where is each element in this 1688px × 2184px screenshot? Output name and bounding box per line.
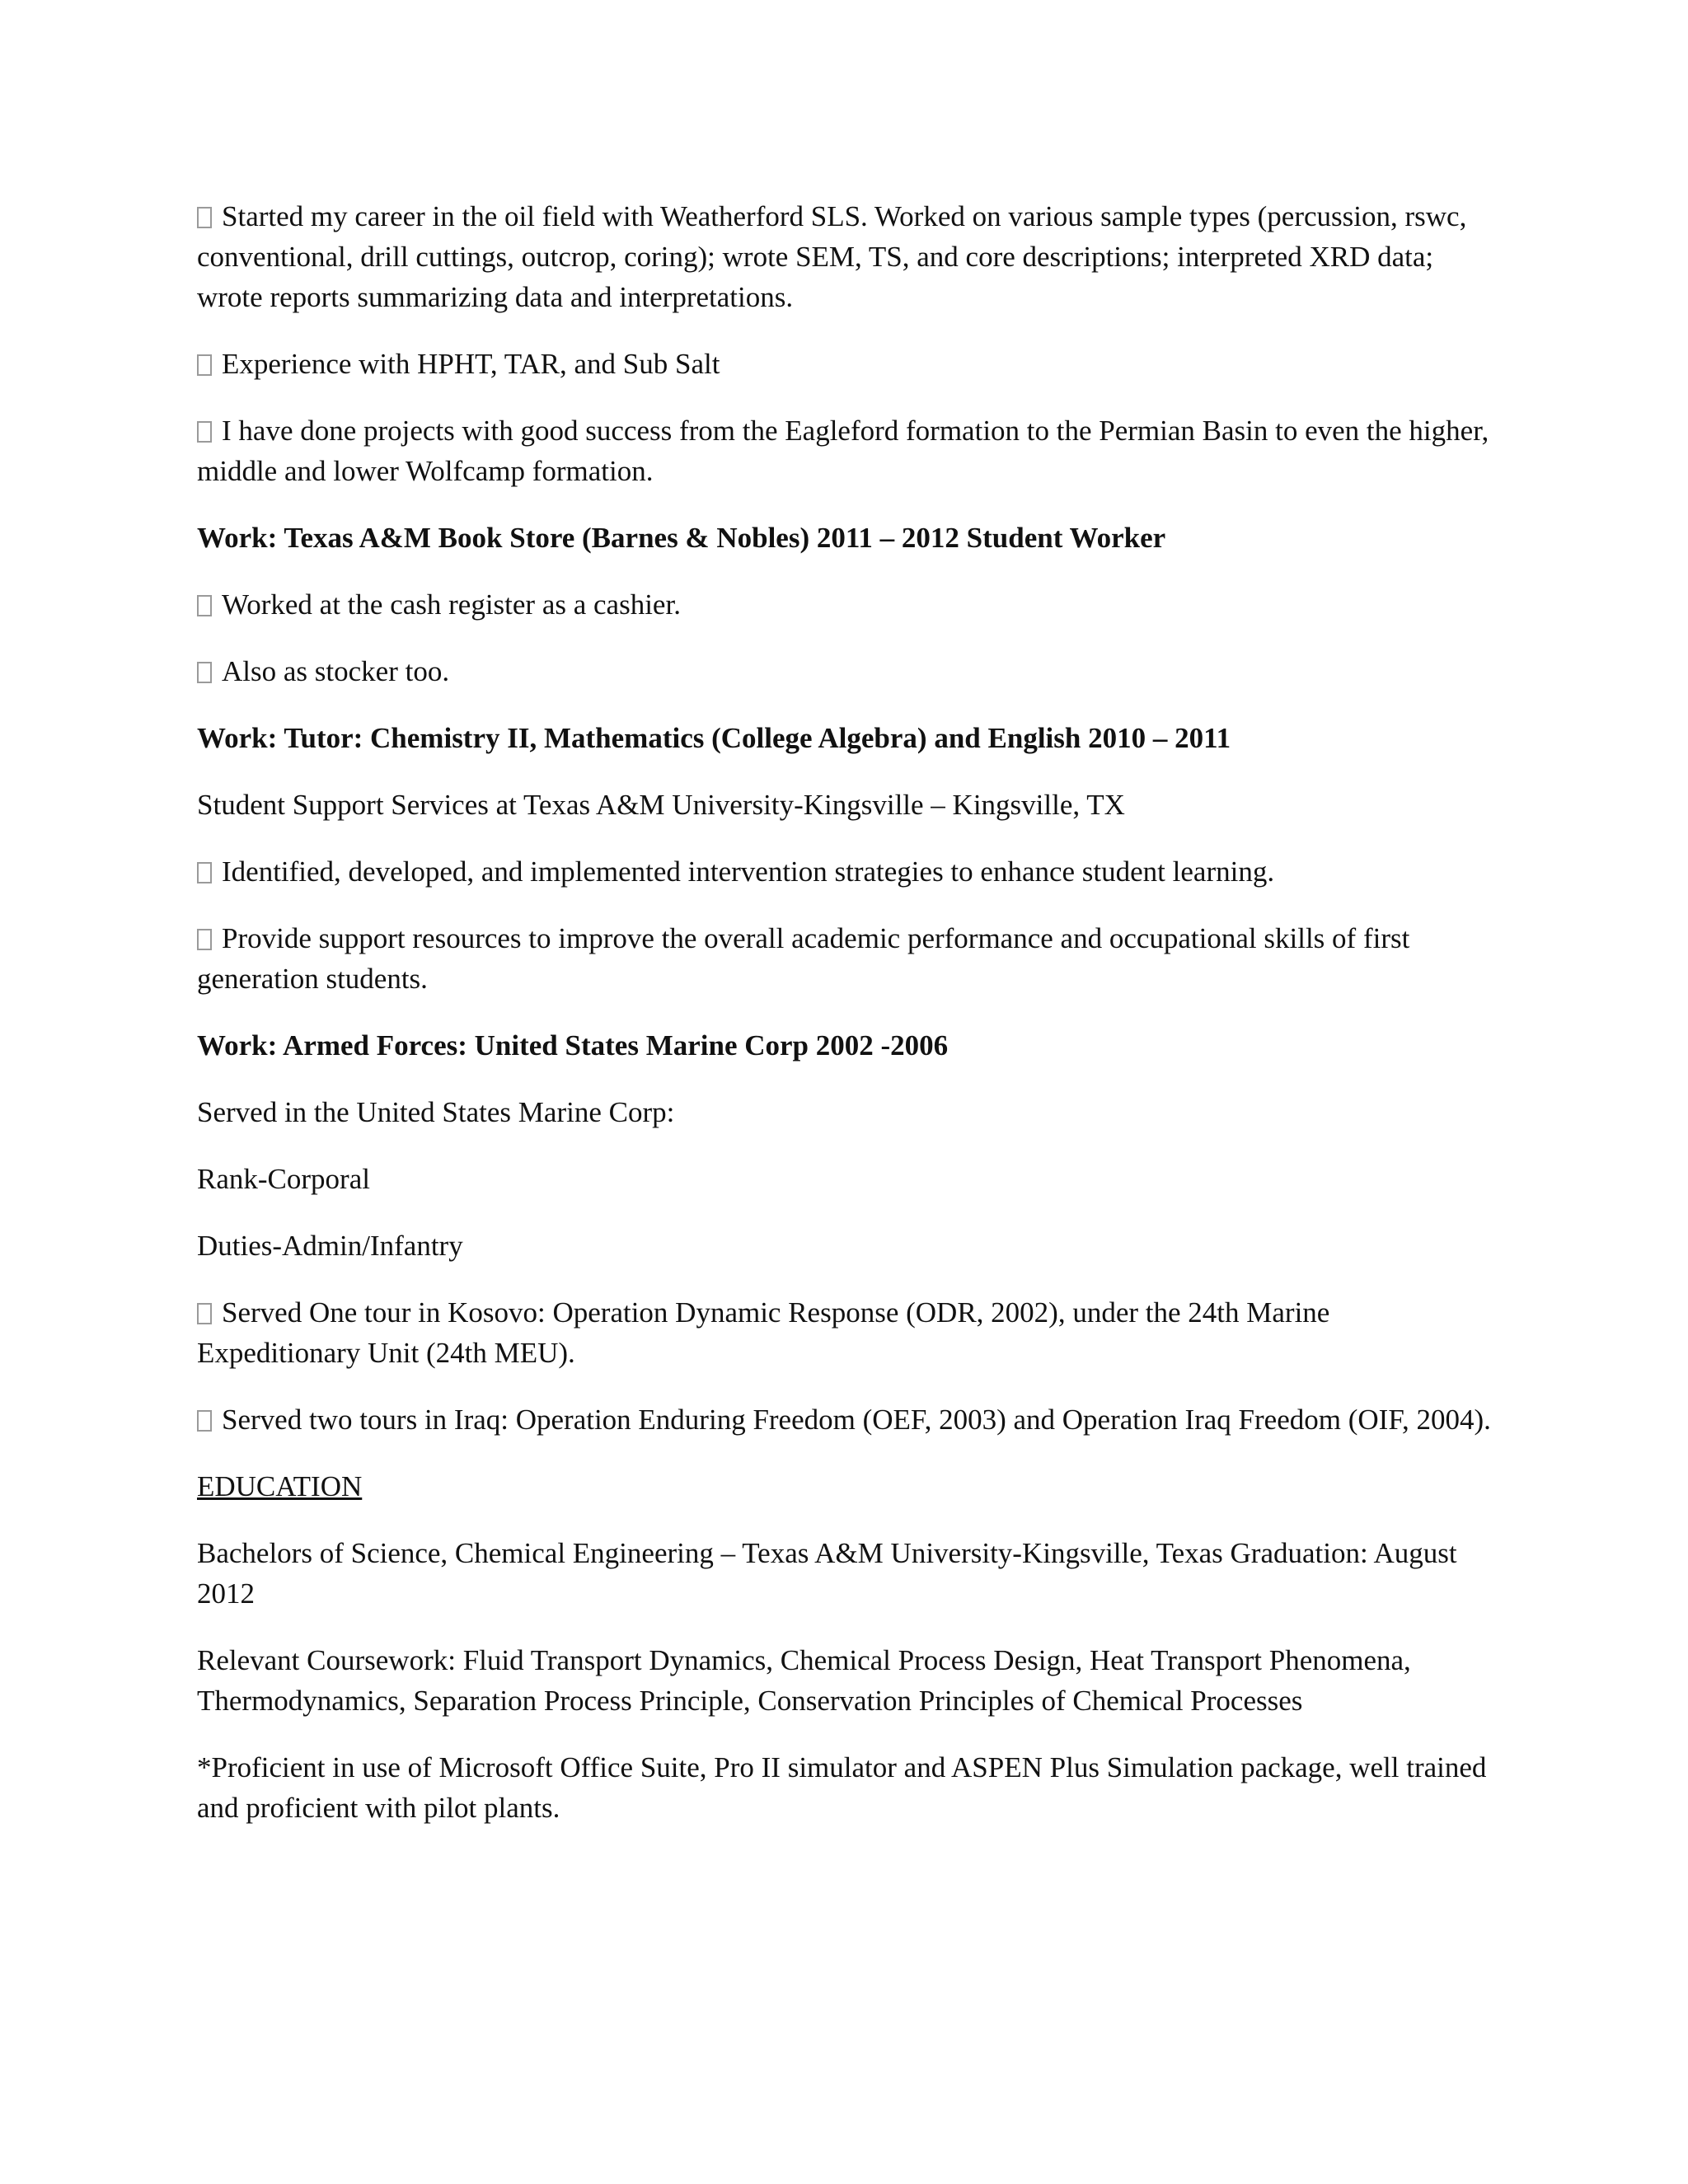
bullet-text: I have done projects with good success from the Eagleford formation to the Permian Basin to even the higher, middle and lower Wolfcamp formation. [197,415,1489,487]
bullet-box-icon [197,929,212,950]
tutor-organization: Student Support Services at Texas A&M University-Kingsville – Kingsville, TX [197,789,1125,821]
bullet-text: Provide support resources to improve the overall academic performance and occupational skills of first generation students. [197,922,1410,995]
bullet-text: Identified, developed, and implemented intervention strategies to enhance student learning. [222,855,1275,888]
bullet-box-icon [197,862,212,883]
bullet-item-support [197,918,1499,999]
education-degree: Bachelors of Science, Chemical Engineering – Texas A&M University-Kingsville, Texas Graduation: August 2012 [197,1537,1457,1610]
bullet-item-cashier [197,584,1499,625]
bullet-item-iraq [197,1399,1499,1440]
bullet-item-intervention [197,851,1499,892]
bookstore-heading: Work: Texas A&M Book Store (Barnes & Nobles) 2011 – 2012 Student Worker [197,522,1166,554]
marines-duties: Duties-Admin/Infantry [197,1230,463,1262]
education-skills: *Proficient in use of Microsoft Office Suite, Pro II simulator and ASPEN Plus Simulation package, well trained and proficient with pilot plants. [197,1751,1487,1824]
marines-rank: Rank-Corporal [197,1163,370,1195]
bullet-box-icon [197,421,212,443]
bullet-text: Worked at the cash register as a cashier. [222,588,681,621]
bullet-item-projects [197,410,1499,491]
bullet-box-icon [197,1410,212,1432]
tutor-heading: Work: Tutor: Chemistry II, Mathematics (College Algebra) and English 2010 – 2011 [197,722,1231,754]
education-coursework: Relevant Coursework: Fluid Transport Dynamics, Chemical Process Design, Heat Transport Phenomena, Thermodynamics, Separation Process Principle, Conservation Principles of Chemical Processes [197,1644,1411,1717]
bullet-box-icon [197,662,212,683]
bullet-item-kosovo [197,1292,1499,1373]
marines-heading: Work: Armed Forces: United States Marine Corp 2002 -2006 [197,1029,949,1062]
resume-page [197,196,1499,1854]
bullet-box-icon [197,1303,212,1324]
education-heading: EDUCATION [197,1470,363,1502]
bullet-text: Experience with HPHT, TAR, and Sub Salt [222,348,720,380]
bullet-box-icon [197,207,212,228]
bullet-text: Also as stocker too. [222,655,450,687]
bullet-text: Started my career in the oil field with Weatherford SLS. Worked on various sample types (percussion, rswc, conventional, drill cuttings, outcrop, coring); wrote SEM, TS, and core descriptions; interpreted XRD data; wrote reports summarizing data and interpretations. [197,200,1467,313]
bullet-item-stocker [197,651,1499,691]
bullet-text: Served two tours in Iraq: Operation Enduring Freedom (OEF, 2003) and Operation Iraq Freedom (OIF, 2004). [222,1404,1491,1436]
bullet-item-hpht [197,344,1499,384]
bullet-item-weatherford [197,196,1499,317]
bullet-box-icon [197,354,212,376]
bullet-text: Served One tour in Kosovo: Operation Dynamic Response (ODR, 2002), under the 24th Marine Expeditionary Unit (24th MEU). [197,1296,1330,1369]
marines-served-line: Served in the United States Marine Corp: [197,1096,675,1128]
bullet-box-icon [197,595,212,616]
